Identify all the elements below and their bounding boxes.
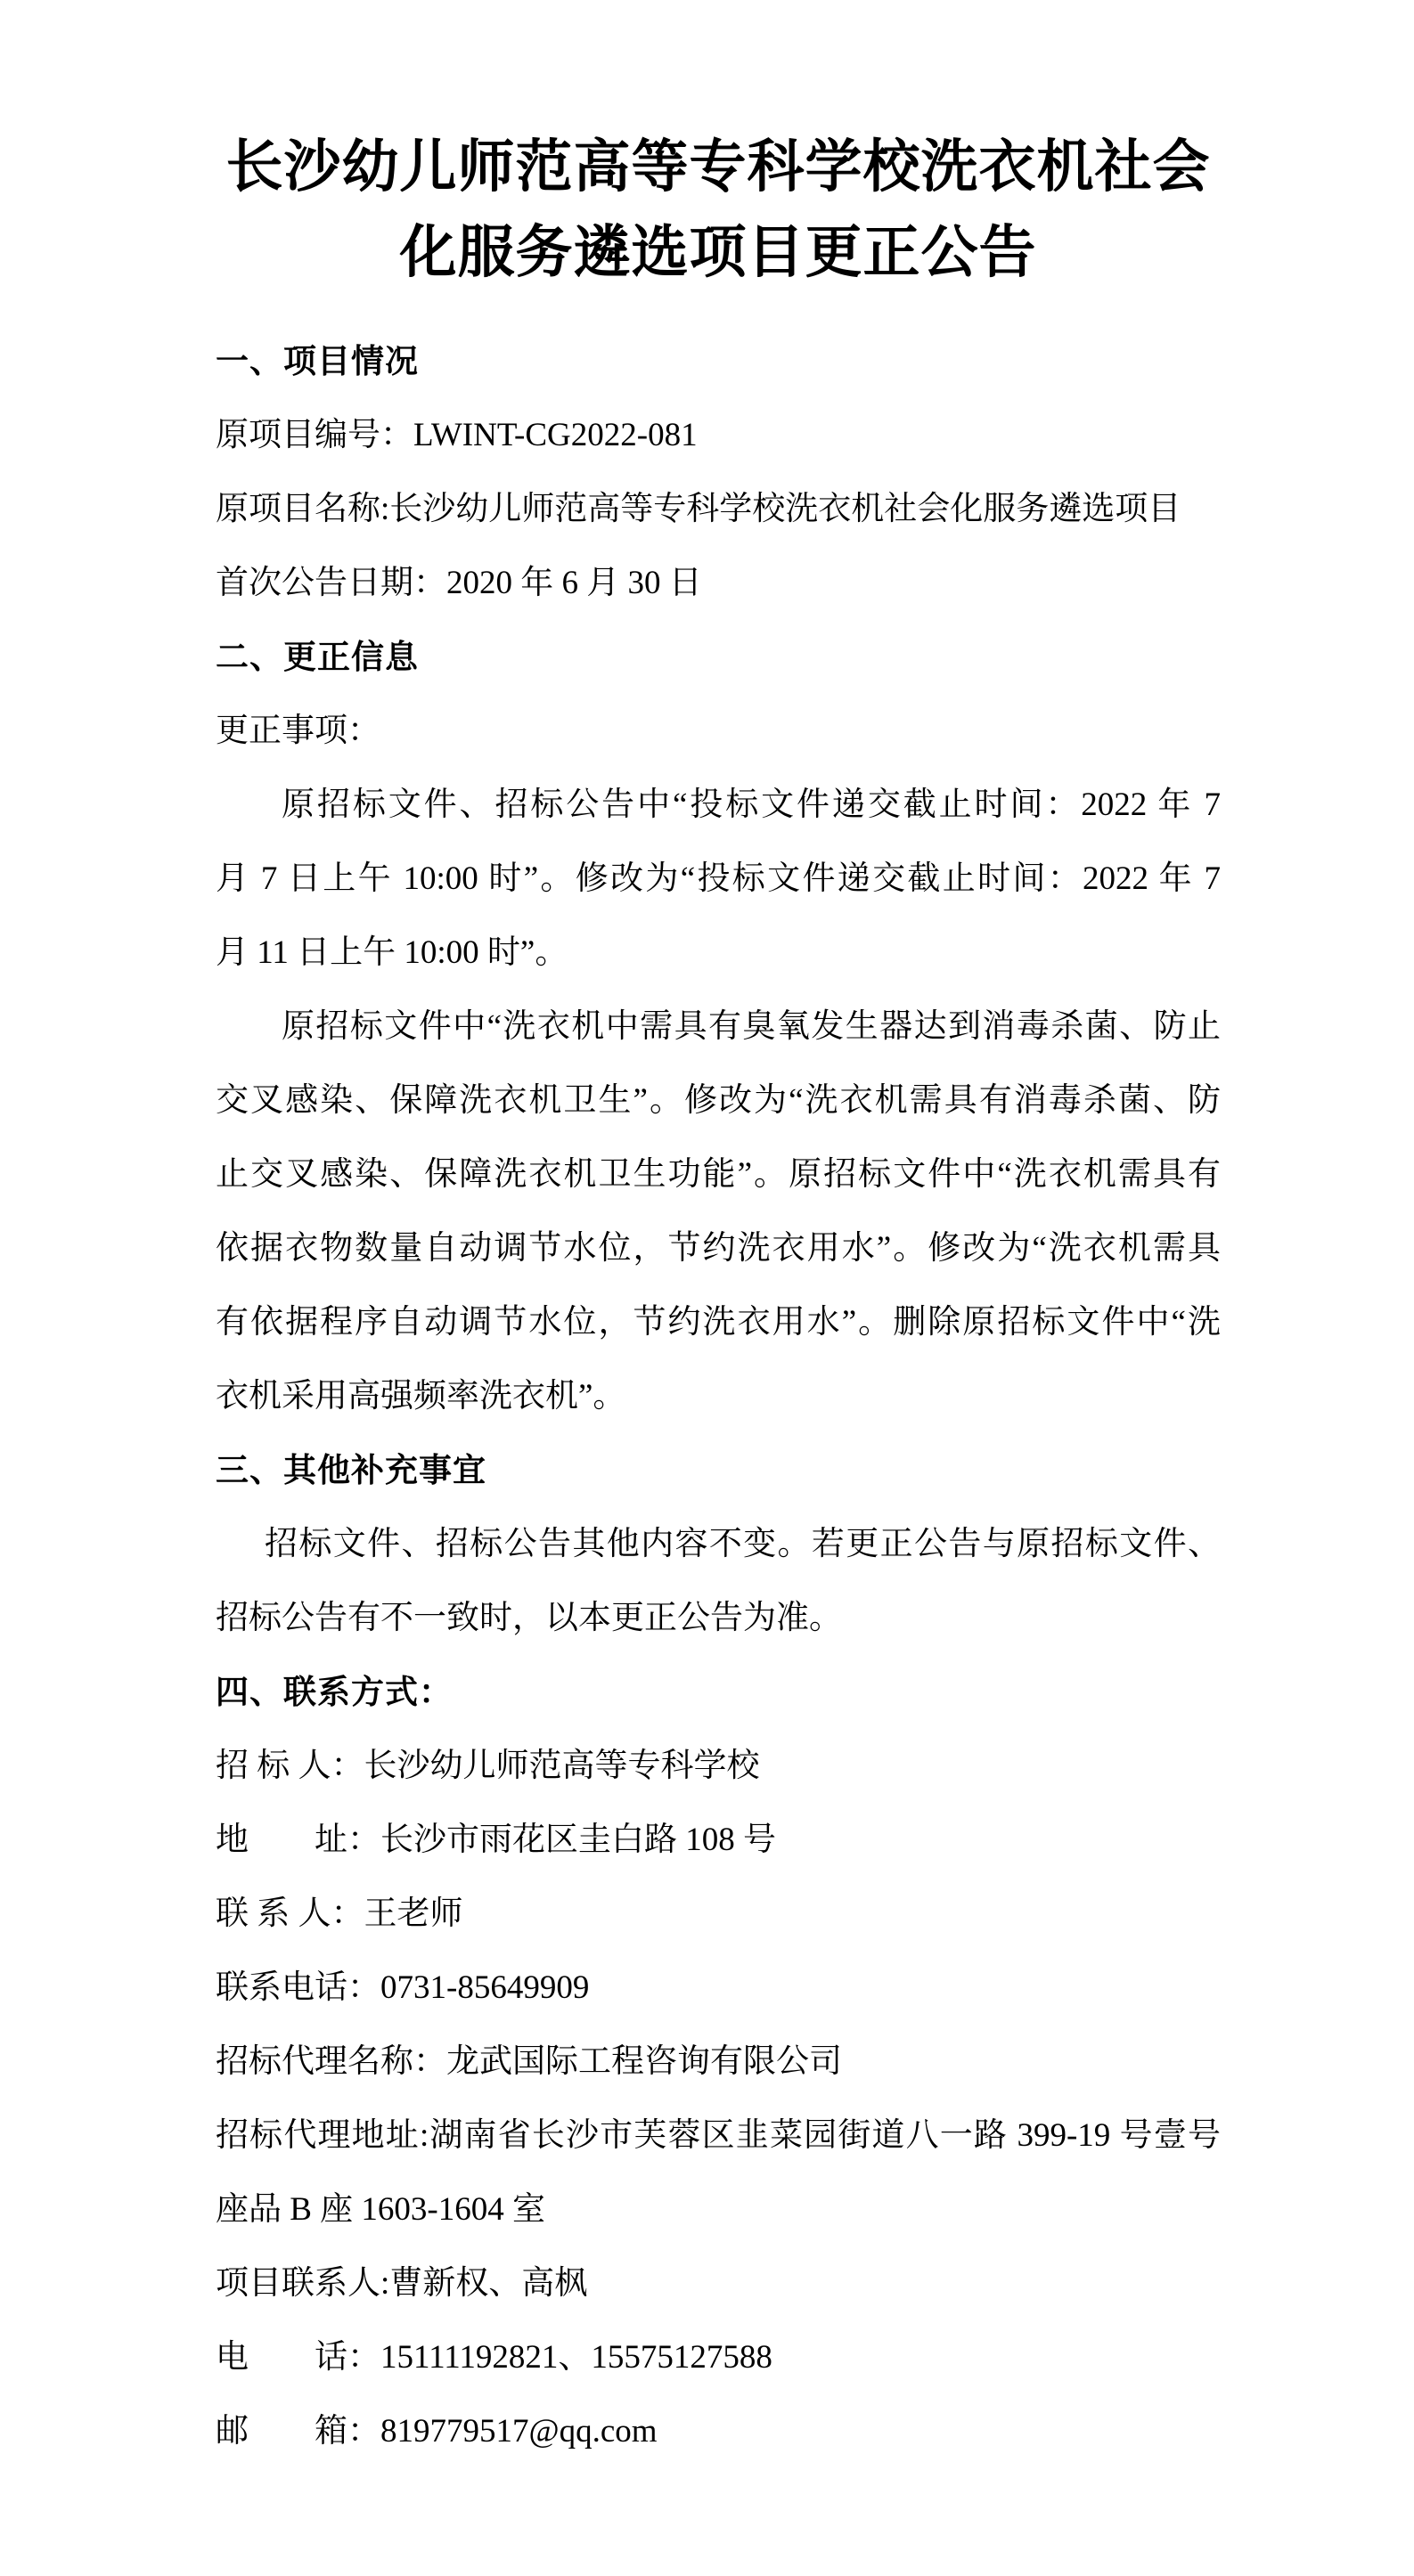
document-content — [216, 0, 1221, 2468]
body-line: 原招标文件、招标公告中“投标文件递交截止时间：2022 年 7 — [282, 787, 1221, 823]
body-line: 联 系 人：王老师 — [216, 1895, 463, 1932]
body-line: 招标文件、招标公告其他内容不变。若更正公告与原招标文件、 — [265, 1526, 1221, 1562]
body-line: 原项目编号：LWINT-CG2022-081 — [216, 417, 698, 453]
body-line: 首次公告日期：2020 年 6 月 30 日 — [216, 565, 702, 601]
body-line: 止交叉感染、保障洗衣机卫生功能”。原招标文件中“洗衣机需具有 — [216, 1156, 1221, 1193]
section-heading: 四、联系方式： — [216, 1674, 453, 1710]
body-line: 邮 箱：819779517@qq.com — [216, 2413, 658, 2450]
body-line: 原招标文件中“洗衣机中需具有臭氧发生器达到消毒杀菌、防止 — [282, 1008, 1221, 1045]
title-line-2: 化服务遴选项目更正公告 — [399, 221, 1037, 284]
title-line-1: 长沙幼儿师范高等专科学校洗衣机社会 — [225, 135, 1211, 199]
body-line: 交叉感染、保障洗衣机卫生”。修改为“洗衣机需具有消毒杀菌、防 — [216, 1082, 1221, 1119]
body-line: 衣机采用高强频率洗衣机”。 — [216, 1378, 626, 1414]
body-line: 有依据程序自动调节水位，节约洗衣用水”。删除原招标文件中“洗 — [216, 1304, 1221, 1341]
section-heading: 二、更正信息 — [216, 639, 419, 675]
body-line: 招标公告有不一致时，以本更正公告为准。 — [216, 1600, 842, 1636]
body-line: 招 标 人：长沙幼儿师范高等专科学校 — [216, 1748, 760, 1784]
body-line: 座品 B 座 1603-1604 室 — [216, 2191, 545, 2228]
body-line: 更正事项： — [216, 713, 380, 749]
body-line: 招标代理名称：龙武国际工程咨询有限公司 — [216, 2043, 842, 2080]
document-title — [216, 125, 1221, 296]
body-line: 依据衣物数量自动调节水位，节约洗衣用水”。修改为“洗衣机需具 — [216, 1230, 1221, 1267]
body-line: 地 址：长沙市雨花区圭白路 108 号 — [216, 1822, 776, 1858]
body-line: 项目联系人:曹新权、高枫 — [216, 2265, 588, 2302]
body-line: 招标代理地址:湖南省长沙市芙蓉区韭菜园街道八一路 399-19 号壹号 — [216, 2117, 1221, 2154]
body-line: 月 11 日上午 10:00 时”。 — [216, 934, 568, 971]
section-heading: 一、项目情况 — [216, 343, 419, 379]
section-heading: 三、其他补充事宜 — [216, 1452, 486, 1488]
body-line: 原项目名称:长沙幼儿师范高等专科学校洗衣机社会化服务遴选项目 — [216, 491, 1181, 527]
body-line: 联系电话：0731-85649909 — [216, 1969, 590, 2006]
document-body — [216, 324, 1221, 2468]
body-line: 电 话：15111192821、15575127588 — [216, 2339, 772, 2376]
body-line: 月 7 日上午 10:00 时”。修改为“投标文件递交截止时间：2022 年 7 — [216, 860, 1221, 897]
